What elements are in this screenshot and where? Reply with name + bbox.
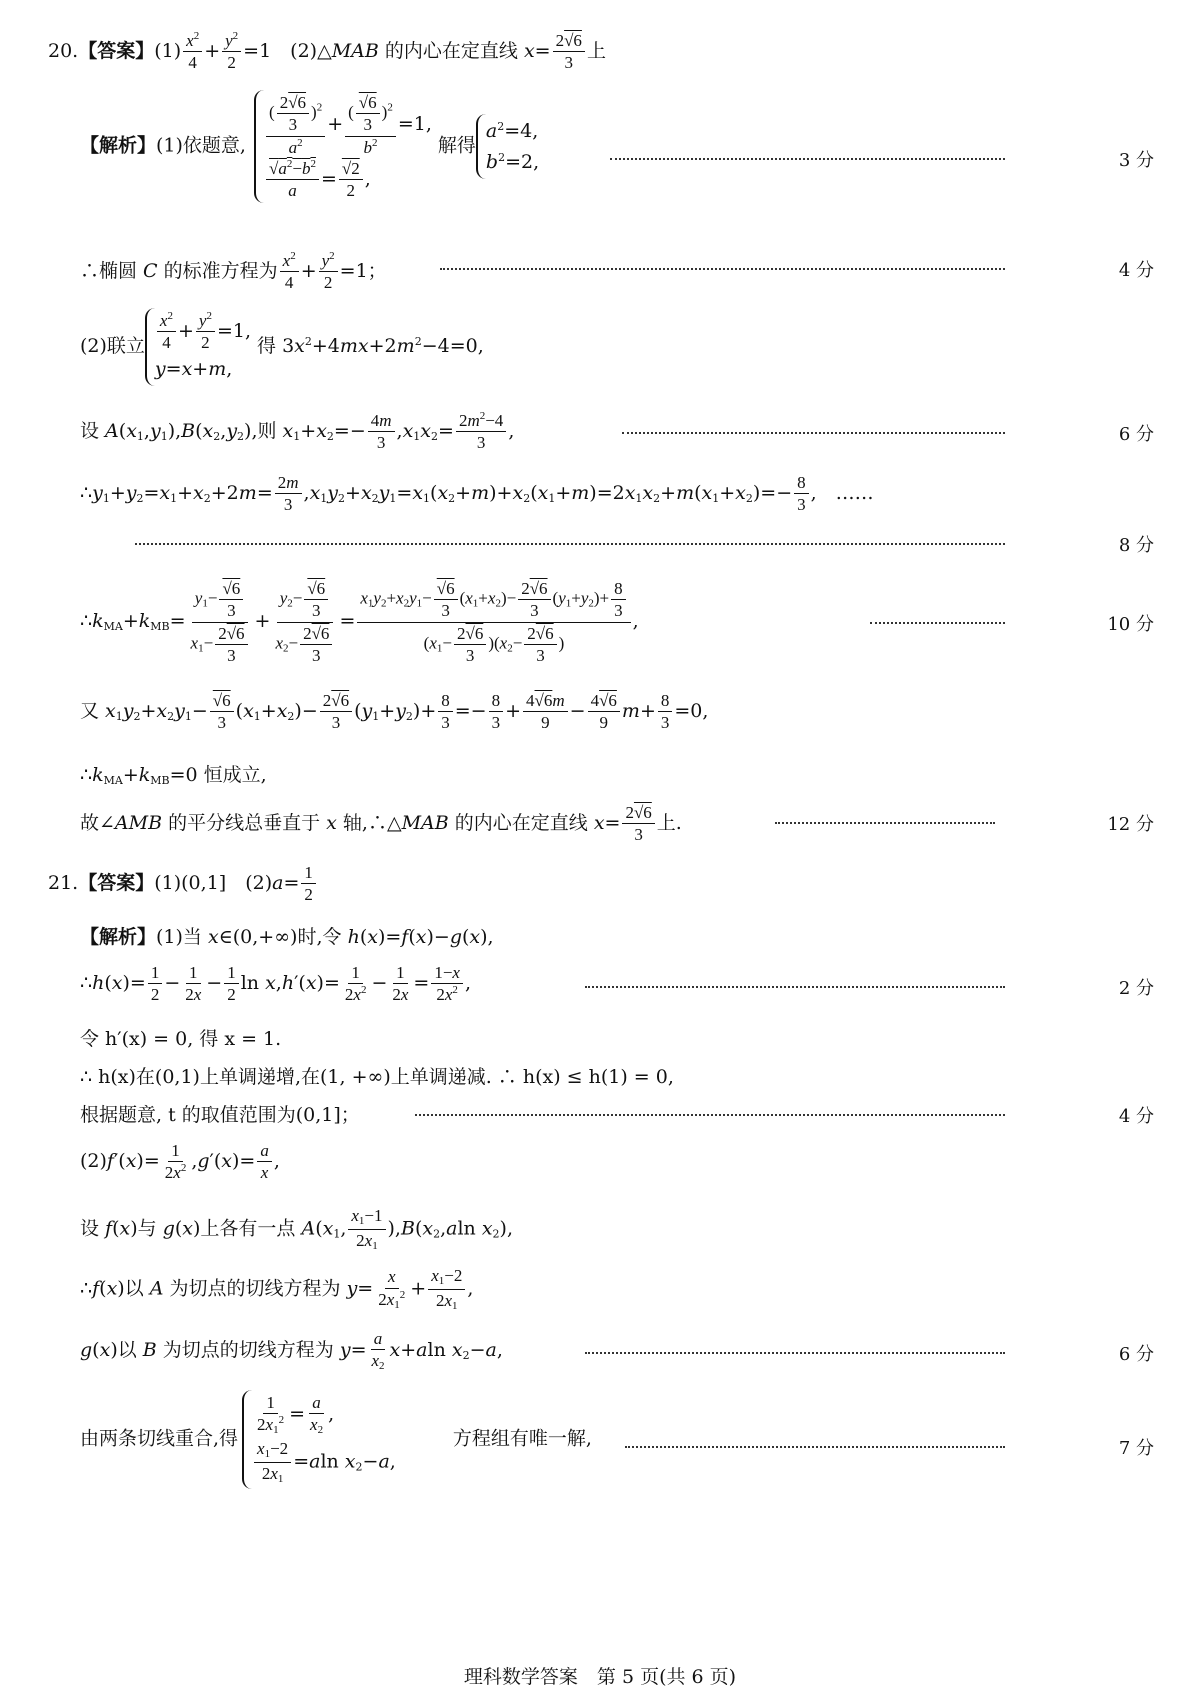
q21-answer: 21.【答案】(1)(0,1] (2)a= $\frac{1}{2}$ bbox=[48, 862, 1200, 906]
q21-line-tangentA: ∴f(x)以 A 为切点的切线方程为 y= $\frac{x}{2x_1^2}$ + $\frac{x_1-2}{2x_1}$ , bbox=[80, 1266, 474, 1312]
q20-line-conclusion: 故∠AMB 的平分线总垂直于 x 轴,∴△MAB 的内心在定直线 x= $\frac{2√6}{3}$ 上. bbox=[80, 803, 682, 845]
q21-line-3: 令 h′(x) = 0, 得 x = 1. bbox=[80, 1028, 282, 1050]
q21-line-5: 根据题意, t 的取值范围为(0,1]； bbox=[80, 1104, 360, 1126]
score-6b: 6 分 bbox=[1118, 1344, 1154, 1365]
score-8: 8 分 bbox=[1118, 535, 1154, 556]
leader-dots bbox=[135, 543, 1005, 545]
score-6: 6 分 bbox=[1118, 424, 1154, 445]
q20-answer-label: 【答案】 bbox=[78, 39, 155, 62]
leader-dots bbox=[415, 1114, 1005, 1116]
leader-dots bbox=[775, 822, 995, 824]
score-2: 2 分 bbox=[1118, 978, 1154, 999]
q20-line-sums: $\therefore y_1+y_2=x_1+x_2+2m=$ $\frac{2m}{3}$ $,x_1y_2+x_2y_1=x_1(x_2+m)+x_2(x_1+m)=2x_1x_2+m(x_1+x_2)=-$ $\frac{8}{3}$ , …… bbox=[80, 473, 874, 515]
leader-dots bbox=[622, 432, 1005, 434]
q20-line-again: 又 $x_1y_2+x_2y_1-$ $\frac{√6}{3}$ $(x_1+x_2)-$ $\frac{2√6}{3}$ $(y_1+y_2)+$ $\frac{8}{3}$ =− $\frac{8}{3}$ + $\frac{4√6m}{9}$ − $\frac{4√6}{9}$ m+ $\frac{8}{3}$ =0, bbox=[80, 691, 709, 733]
q20-number: 20. bbox=[48, 39, 79, 62]
score-3: 3 分 bbox=[1118, 150, 1154, 171]
leader-dots bbox=[585, 1352, 1005, 1354]
q20-line-AB: 设 $A(x_1,y_1),B(x_2,y_2)$,则 $x_1+x_2=-$ $\frac{4m}{3}$ $,x_1x_2=$ $\frac{2m^2-4}{3}$ , bbox=[80, 410, 515, 453]
q21-line-1: 【解析】(1)当 x∈(0,+∞)时,令 h(x)=f(x)−g(x), bbox=[80, 926, 494, 948]
q20-answer: 20.【答案】(1) $\frac{x^2}{4}$ + $\frac{y^2}{2}$ =1 (2)△MAB 的内心在定直线 x= $\frac{2√6}{3}$ 上 bbox=[48, 30, 606, 73]
q20-line-const: $\therefore k_{MA}+k_{MB}=0$ 恒成立, bbox=[80, 764, 267, 787]
leader-dots bbox=[870, 622, 1005, 624]
leader-dots bbox=[610, 158, 1005, 160]
score-10: 10 分 bbox=[1107, 614, 1154, 635]
q20-part2: (2)联立 $\frac{x^2}{4}$ + $\frac{y^2}{2}$ =1, y=x+m, 得 $3x^2+4mx+2m^2-4=0$, bbox=[80, 308, 1200, 386]
q20-part1: 【解析】(1)依题意, ( $\frac{2√6}{3}$ )$^2$ $a^2$ + ( $\frac{√6}{3}$ )$^2$ $b^2$ =1, $\frac{√a^2-b^2}{a}$ = $\frac{√2}{2}$ , 解得 $a^2=4$, $b^2=2$, bbox=[80, 90, 1200, 203]
page-footer: 理科数学答案 第 5 页(共 6 页) bbox=[463, 1666, 737, 1688]
q20-line-ellipse: ∴椭圆 C 的标准方程为 $\frac{x^2}{4}$ + $\frac{y^2}{2}$ =1； bbox=[80, 250, 387, 293]
score-7: 7 分 bbox=[1118, 1438, 1154, 1459]
q21-analysis-label: 【解析】 bbox=[80, 926, 157, 948]
leader-dots bbox=[440, 268, 1005, 270]
leader-dots bbox=[625, 1446, 1005, 1448]
q21-line-h: ∴h(x)= $\frac{1}{2}$ − $\frac{1}{2x}$ − $\frac{1}{2}$ ln x,h′(x)= $\frac{1}{2x^2}$ − $\frac{1}{2x}$ = $\frac{1-x}{2x^2}$ , bbox=[80, 963, 472, 1005]
q21-line-4: ∴ h(x)在(0,1)上单调递增,在(1, +∞)上单调递减. ∴ h(x) ≤ h(1) = 0, bbox=[80, 1066, 674, 1088]
score-4: 4 分 bbox=[1118, 260, 1154, 281]
score-12: 12 分 bbox=[1107, 814, 1154, 835]
leader-dots bbox=[585, 986, 1005, 988]
q20-analysis-label: 【解析】 bbox=[80, 134, 157, 157]
q20-line-k: $\therefore k_{MA}+k_{MB}=$ $y_1-$ $\frac{√6}{3}$ $x_1-$ $\frac{2√6}{3}$ + $y_2-$ $\frac{√6}{3}$ $x_2-$ $\frac{2√6}{3}$ = $x_1y_2+x_2y_1-$ $\frac{√6}{3}$ $(x_1+x_2)-$ $\frac{2√6}{3}$ $(y_1+y_2)+$ $\frac{8}{3}$ ($x_1-$ $\frac{2√6}{3}$ )($x_2-$ $\frac{2√6}{3}$ ) , bbox=[80, 579, 639, 665]
score-4b: 4 分 bbox=[1118, 1106, 1154, 1127]
q21-number: 21. bbox=[48, 871, 79, 894]
q21-line-tangentB: g(x)以 B 为切点的切线方程为 y= $\frac{a}{x_2}$ x+aln $x_2-a$, bbox=[80, 1329, 503, 1373]
q21-line-points: 设 f(x)与 g(x)上各有一点 $A(x_1$, $\frac{x_1-1}{2x_1}$ )$,B(x_2,aln$ $x_2$), bbox=[80, 1206, 513, 1252]
q21-line-derivs: (2)f′(x)= $\frac{1}{2x^2}$ ,g′(x)= $\frac{a}{x}$ , bbox=[80, 1141, 280, 1183]
q21-answer-label: 【答案】 bbox=[78, 871, 155, 894]
q21-line-system: 由两条切线重合,得 $\frac{1}{2x_1^2}$ = $\frac{a}{x_2}$ , $\frac{x_1-2}{2x_1}$ =aln $x_2-a$, 方程组有唯一解, bbox=[80, 1390, 1200, 1489]
